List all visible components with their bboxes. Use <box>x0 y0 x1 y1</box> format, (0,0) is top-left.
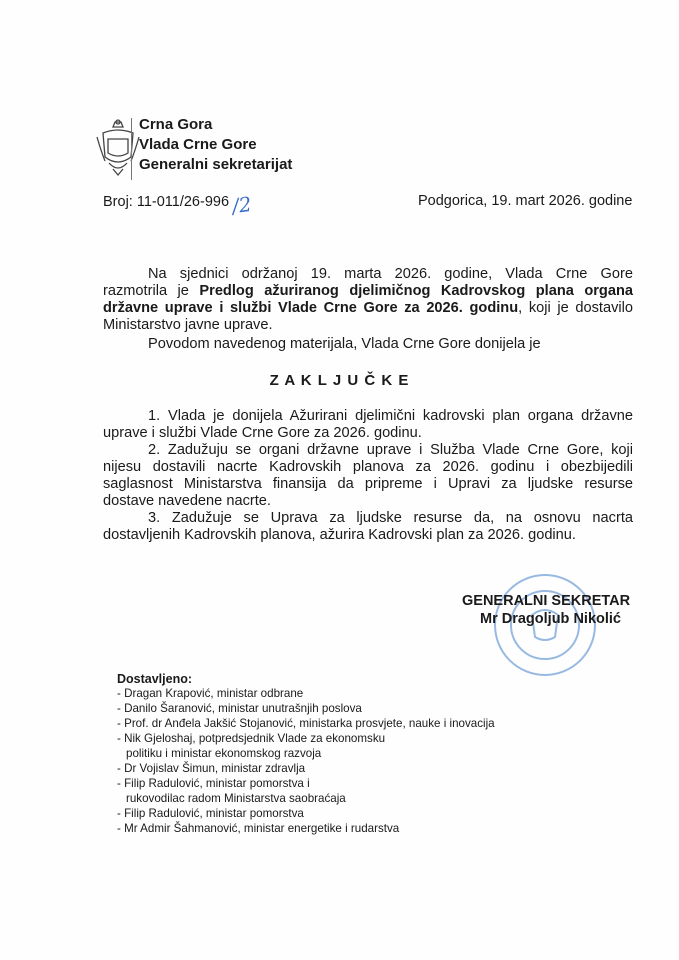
conclusion-line: dostave navedene nacrte. <box>103 493 271 509</box>
signatory-name: Mr Dragoljub Nikolić <box>480 611 621 627</box>
text: razmotrila je <box>103 283 200 299</box>
distribution-item: - Danilo Šaranović, ministar unutrašnjih poslova <box>117 702 362 715</box>
country-name: Crna Gora <box>139 116 213 133</box>
conclusion-line: uprave i službi Vlade Crne Gore za 2026. godinu. <box>103 425 422 441</box>
distribution-item: - Filip Radulović, ministar pomorstva <box>117 807 304 820</box>
distribution-item: rukovodilac radom Ministarstva saobraćaja <box>126 792 346 805</box>
conclusion-line: 2. Zadužuju se organi državne uprave i Služba Vlade Crne Gore, koji <box>148 442 633 458</box>
department-name: Generalni sekretarijat <box>139 156 293 173</box>
distribution-item: - Filip Radulović, ministar pomorstva i <box>117 777 310 790</box>
intro-line: Ministarstvo javne uprave. <box>103 317 273 333</box>
place-date: Podgorica, 19. mart 2026. godine <box>418 193 633 209</box>
conclusion-line: 1. Vlada je donijela Ažurirani djelimični kadrovski plan organa državne <box>148 408 633 424</box>
intro-line: Povodom navedenog materijala, Vlada Crne Gore donijela je <box>148 336 541 352</box>
distribution-item: - Dragan Krapović, ministar odbrane <box>117 687 304 700</box>
proposal-title: Predlog ažuriranog djelimičnog Kadrovskog plana organa <box>199 283 633 299</box>
header-divider <box>131 118 132 180</box>
text: , koji je dostavilo <box>518 300 633 316</box>
distribution-item: - Nik Gjeloshaj, potpredsjednik Vlade za ekonomsku <box>117 732 386 745</box>
distribution-item: - Dr Vojislav Šimun, ministar zdravlja <box>117 762 306 775</box>
government-name: Vlada Crne Gore <box>139 136 257 153</box>
distribution-heading: Dostavljeno: <box>117 672 193 686</box>
conclusions-title: Z A K L J U Č K E <box>269 372 410 389</box>
intro-line <box>103 300 633 317</box>
signatory-title: GENERALNI SEKRETAR <box>462 593 631 609</box>
intro-line: Na sjednici održanoj 19. marta 2026. godine, Vlada Crne Gore <box>148 266 633 282</box>
distribution-item: politiku i ministar ekonomskog razvoja <box>126 747 322 760</box>
proposal-title: državne uprave i službi Vlade Crne Gore za 2026. godinu <box>103 300 519 316</box>
document-number: Broj: 11-011/26-996 <box>103 194 230 210</box>
conclusion-line: dostavljenih Kadrovskih planova, ažurira Kadrovski plan za 2026. godinu. <box>103 527 576 543</box>
distribution-item: - Mr Admir Šahmanović, ministar energetike i rudarstva <box>117 822 400 835</box>
conclusion-line: nijesu dostavili nacrte Kadrovskih planova za 2026. godinu i obezbijedili <box>103 459 633 475</box>
handwritten-number: /2 <box>230 191 254 219</box>
conclusion-line: 3. Zadužuje se Uprava za ljudske resurse da, na osnovu nacrta <box>148 510 633 526</box>
distribution-item: - Prof. dr Anđela Jakšić Stojanović, ministarka prosvjete, nauke i inovacija <box>117 717 495 730</box>
conclusion-line: saglasnost Ministarstva finansija da pripreme i Upravi za ljudske resurse <box>103 476 633 492</box>
coat-of-arms-icon <box>95 119 141 177</box>
intro-line <box>103 283 633 300</box>
